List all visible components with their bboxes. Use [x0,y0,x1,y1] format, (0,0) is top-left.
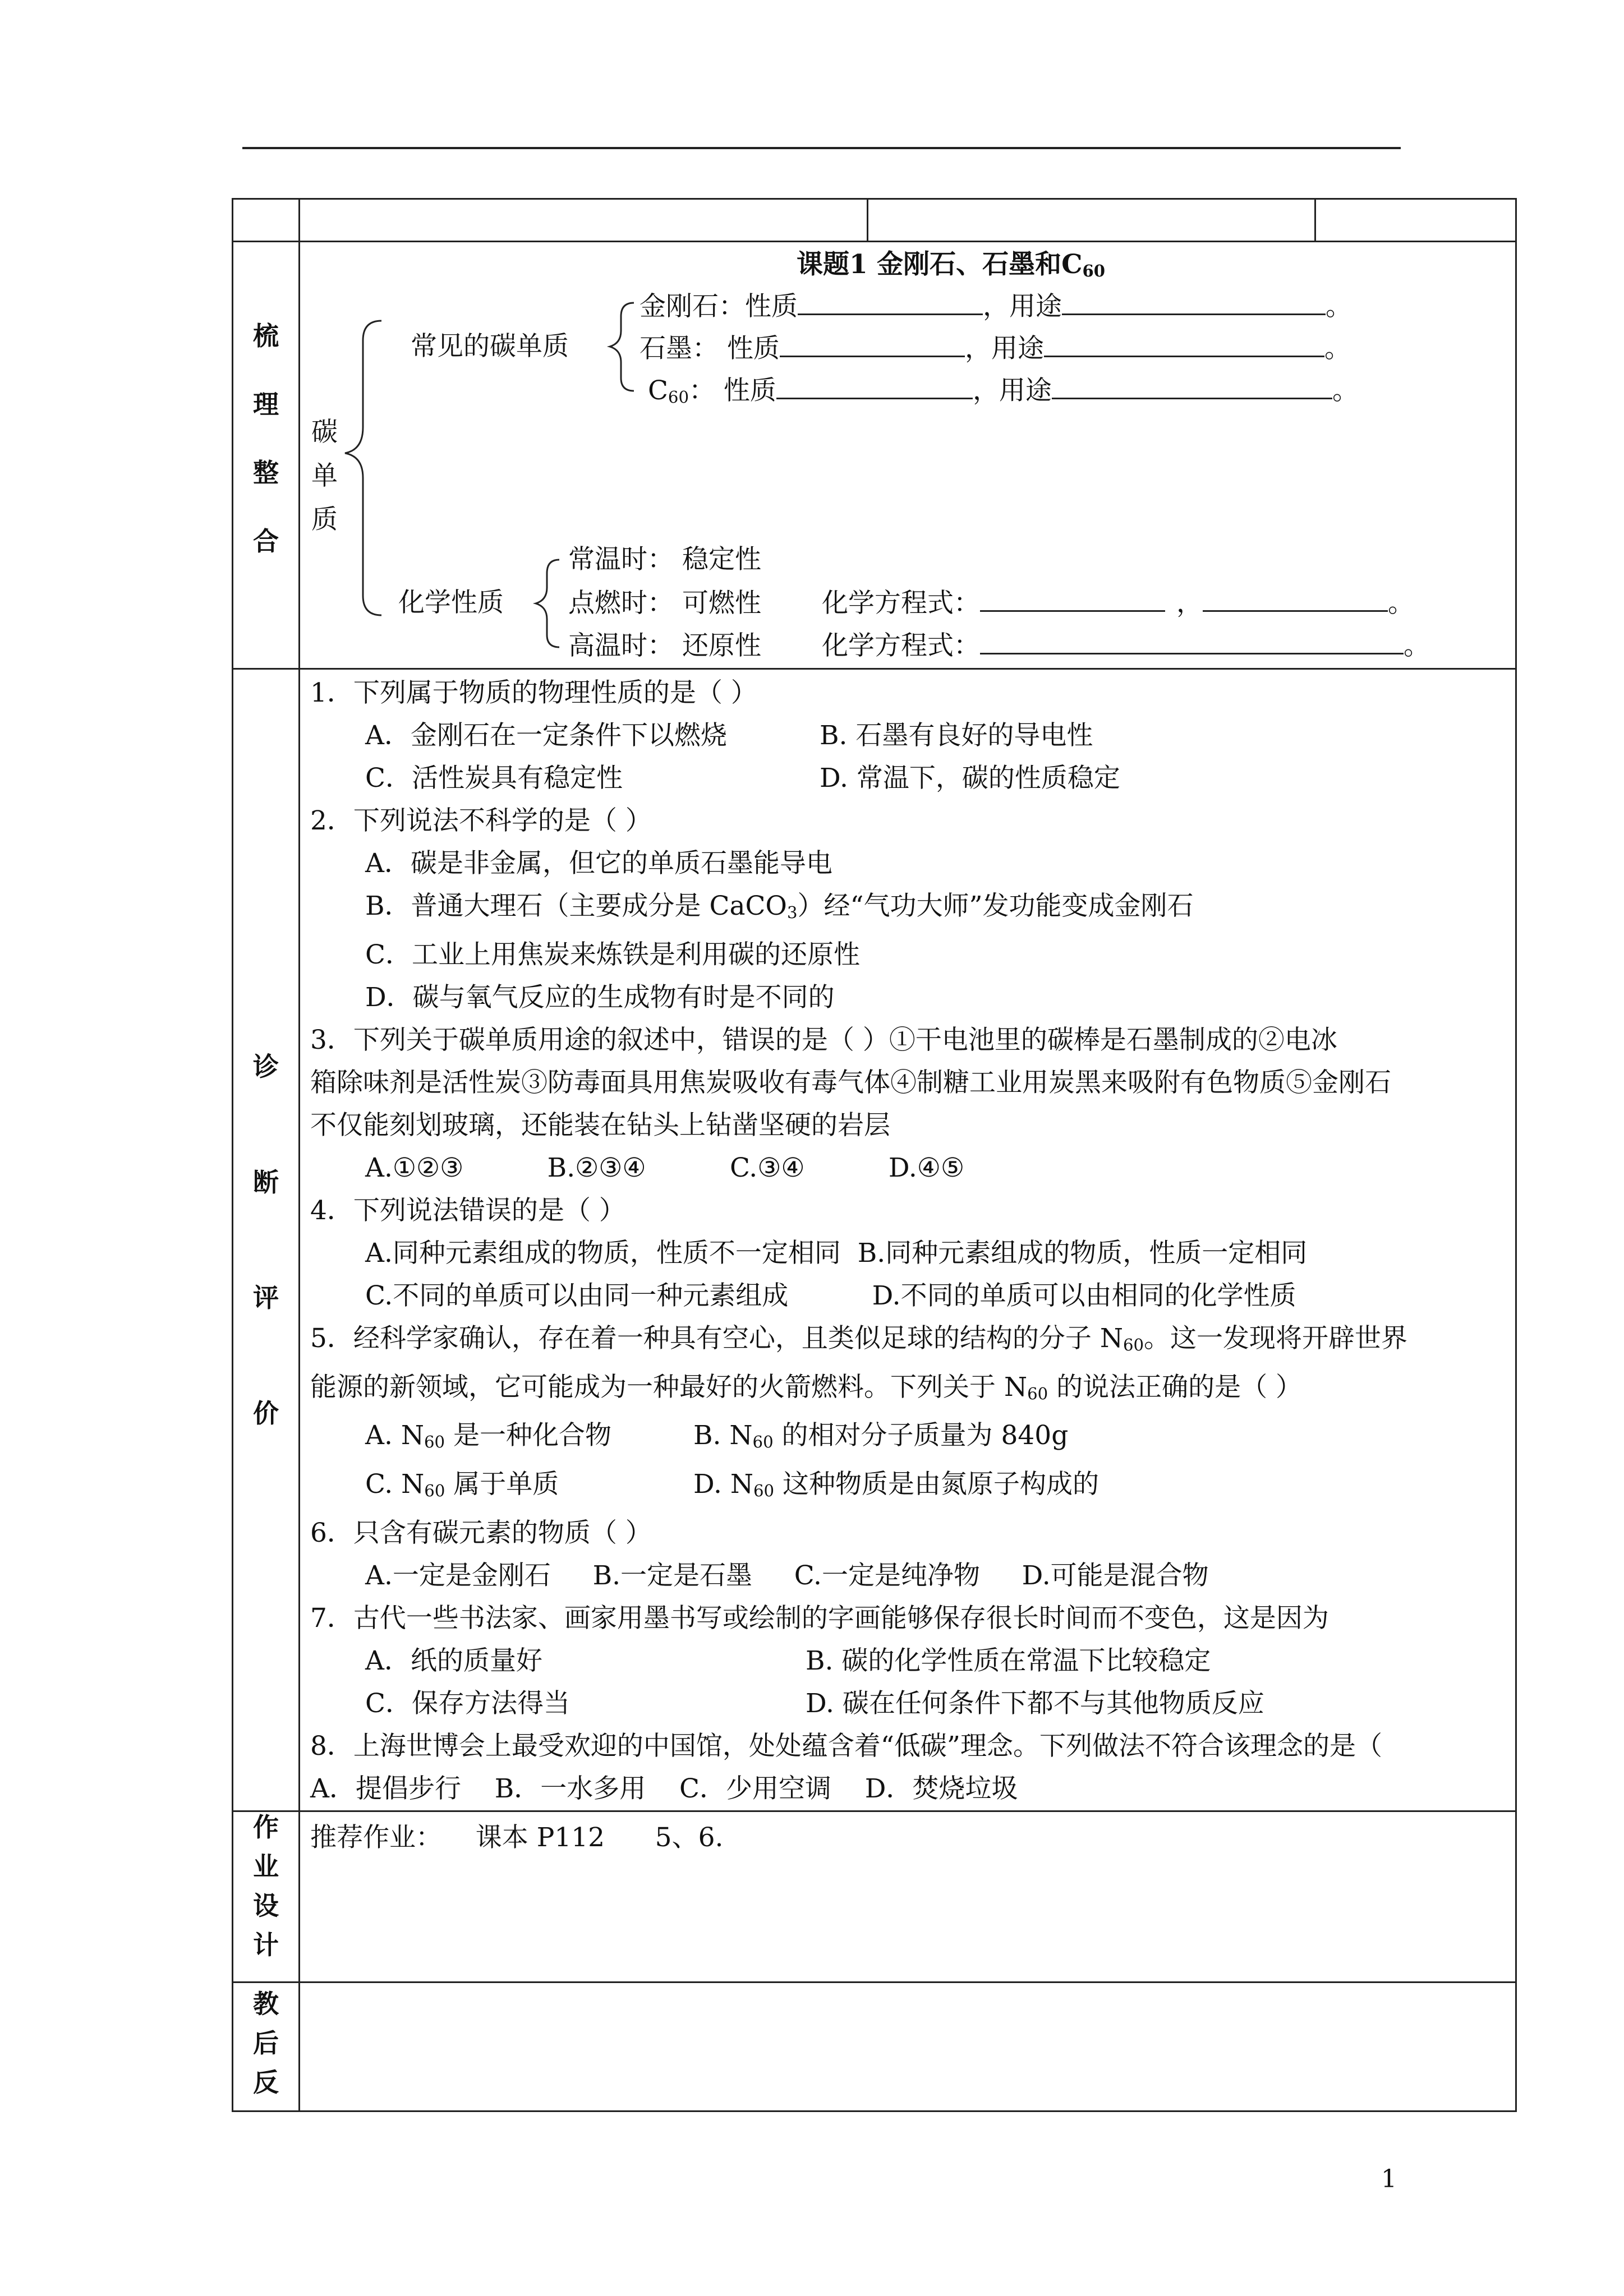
graphite-property-blank[interactable] [780,332,965,357]
q1-options-ab: A．金刚石在一定条件下以燃烧 B. 石墨有良好的导电性 [365,720,1093,751]
summary-char: 梳 [253,320,279,351]
lesson-title: 课题1 金刚石、石墨和$C_{60}$ [797,249,1106,280]
homework-content [300,1811,1516,1983]
q3-options: A.①②③ B.②③④ C.③④ D.④⑤ [365,1152,965,1183]
q5-options-cd: C. $N_{60}$ 属于单质 D. $N_{60}$ 这种物质是由氮原子构成的 [365,1469,1099,1501]
normal-temp-line: 常温时： 稳定性 [568,544,761,575]
q2-option-d: D．碳与氧气反应的生成物有时是不同的 [365,981,835,1013]
q5-stem-line2: 能源的新领域，它可能成为一种最好的火箭燃料。下列关于 $N_{60}$ 的说法正确的是（ ） [310,1371,1303,1403]
questions-content [300,669,1516,1811]
reduction-eq-blank[interactable] [980,629,1404,654]
q6-options: A.一定是金刚石 B.一定是石墨 C.一定是纯净物 D.可能是混合物 [365,1560,1209,1592]
homework-label: 作 业 设 计 [233,1811,300,1983]
diamond-line: 金刚石：性质 ，用途 。 [640,291,1352,322]
diagnosis-label: 诊 断 评 价 [233,669,300,1811]
q2-option-c: C．工业上用焦炭来炼铁是利用碳的还原性 [365,939,860,970]
big-brace [345,321,381,615]
summary-vertical [233,320,298,556]
carbon-elements-label: 碳 单 质 [311,417,338,535]
chem-properties-label: 化学性质 [398,587,504,618]
header-row [233,199,1516,242]
q2-stem: 2．下列说法不科学的是（ ） [310,805,652,836]
q3-stem-line3: 不仅能刻划玻璃，还能装在钻头上钻凿坚硬的岩层 [310,1109,890,1141]
diamond-use-blank[interactable] [1062,290,1326,315]
summary-content [300,242,1516,669]
reflection-content [300,1983,1516,2111]
summary-char: 合 [253,525,279,556]
q3-stem-line2: 箱除味剂是活性炭③防毒面具用焦炭吸收有毒气体④制糖工业用炭黑来吸附有色物质⑤金刚石 [310,1067,1391,1098]
q5-stem-line1: 5．经科学家确认，存在着一种具有空心，且类似足球的结构的分子 $N_{60}$。这一发现将开辟世界 [310,1322,1408,1354]
q7-stem: 7．古代一些书法家、画家用墨书写或绘制的字画能够保存很长时间而不变色，这是因为 [310,1603,1329,1634]
graphite-use-blank[interactable] [1044,332,1324,357]
summary-char: 理 [253,389,279,419]
summary-row [233,242,1516,669]
header-rule [242,147,1401,149]
q4-stem: 4．下列说法错误的是（ ） [310,1195,625,1226]
brace-common [610,303,634,391]
high-temp-line: 高温时： 还原性 化学方程式： 。 [568,630,1430,661]
q1-stem: 1．下列属于物质的物理性质的是（ ） [310,677,757,708]
diagnosis-row [233,669,1516,1811]
q4-options-ab: A.同种元素组成的物质，性质不一定相同 B.同种元素组成的物质，性质一定相同 [365,1237,1308,1269]
q2-option-a: A．碳是非金属，但它的单质石墨能导电 [365,848,832,879]
summary-char: 整 [253,457,279,488]
q6-stem: 6．只含有碳元素的物质（ ） [310,1518,652,1549]
q4-options-cd: C.不同的单质可以由同一种元素组成 D.不同的单质可以由相同的化学性质 [365,1280,1296,1311]
brace-chem [536,560,559,647]
c60-line: $C_{60}$： 性质 ，用途 。 [647,375,1359,407]
q7-options-ab: A．纸的质量好 B. 碳的化学性质在常温下比较稳定 [365,1645,1211,1677]
homework-row [233,1811,1516,1983]
lesson-table [232,198,1517,2112]
reflection-label: 教 后 反 [233,1983,300,2111]
q3-stem-line1: 3．下列关于碳单质用途的叙述中，错误的是（ ）①干电池里的碳棒是石墨制成的②电冰 [310,1024,1337,1055]
ignite-line: 点燃时： 可燃性 化学方程式： ， 。 [568,588,1414,619]
page-number: 1 [1381,2165,1397,2193]
graphite-line: 石墨： 性质 ，用途 。 [640,333,1351,364]
combustion-eq-blank-1[interactable] [980,587,1165,612]
homework-text: 推荐作业： 课本 P112 5、6. [310,1822,724,1854]
diamond-property-blank[interactable] [798,290,983,315]
summary-label [233,242,300,669]
q8-stem: 8．上海世博会上最受欢迎的中国馆，处处蕴含着“低碳”理念。下列做法不符合该理念的是（ [310,1731,1382,1762]
q7-options-cd: C．保存方法得当 D. 碳在任何条件下都不与其他物质反应 [365,1688,1264,1719]
q1-options-cd: C．活性炭具有稳定性 D. 常温下，碳的性质稳定 [365,763,1120,794]
q2-option-b: B．普通大理石（主要成分是 CaCO$_3$）经“气功大师”发功能变成金刚石 [365,891,1194,922]
reflection-row [233,1983,1516,2111]
q8-options: A．提倡步行 B．一水多用 C．少用空调 D．焚烧垃圾 [310,1773,1018,1805]
c60-property-blank[interactable] [776,374,973,399]
combustion-eq-blank-2[interactable] [1203,587,1388,612]
c60-use-blank[interactable] [1052,374,1332,399]
common-elements-label: 常见的碳单质 [411,331,569,362]
q5-options-ab: A. $N_{60}$ 是一种化合物 B. $N_{60}$ 的相对分子质量为 840g [365,1420,1069,1452]
